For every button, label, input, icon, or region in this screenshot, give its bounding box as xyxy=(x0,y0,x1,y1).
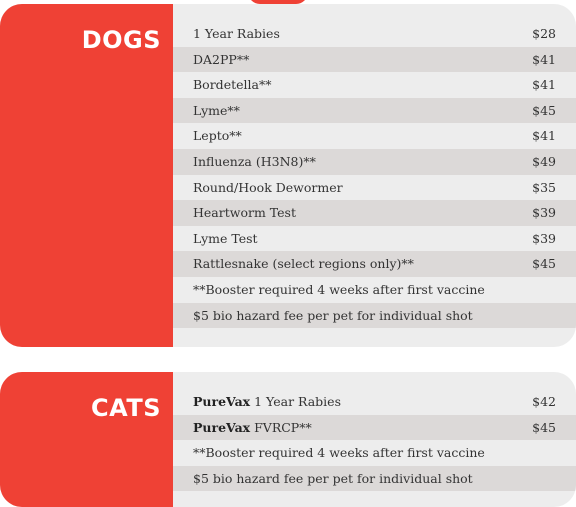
service-name: 1 Year Rabies xyxy=(254,394,341,409)
service-price: $42 xyxy=(532,394,556,409)
biohazard-fee-note: $5 bio hazard fee per pet for individual shot xyxy=(173,466,576,492)
dogs-price-list xyxy=(173,21,576,328)
cats-price-list xyxy=(173,389,576,491)
price-row xyxy=(173,251,576,277)
cats-title: CATS xyxy=(91,394,161,422)
biohazard-fee-note: $5 bio hazard fee per pet for individual shot xyxy=(173,303,576,329)
dogs-title: DOGS xyxy=(81,26,161,54)
price-row xyxy=(173,175,576,201)
service-name: 1 Year Rabies xyxy=(193,26,280,41)
service-price: $41 xyxy=(532,51,556,67)
service-name: Lepto** xyxy=(193,128,242,144)
booster-note: **Booster required 4 weeks after first vaccine xyxy=(193,281,485,297)
service-name: Rattlesnake (select regions only)** xyxy=(193,256,414,272)
price-row xyxy=(173,72,576,98)
price-row xyxy=(173,21,576,47)
service-price: $45 xyxy=(532,256,556,272)
service-price: $28 xyxy=(532,26,556,41)
cats-header-bar xyxy=(0,372,173,507)
service-price: $49 xyxy=(532,153,556,169)
price-row xyxy=(173,389,576,415)
price-row xyxy=(173,226,576,252)
service-name: Bordetella** xyxy=(193,77,272,93)
service-price: $41 xyxy=(532,128,556,144)
service-price: $35 xyxy=(532,179,556,195)
service-name: DA2PP** xyxy=(193,51,250,67)
service-name: FVRCP** xyxy=(254,419,312,435)
dogs-price-panel xyxy=(0,4,576,347)
service-name: Lyme** xyxy=(193,102,240,118)
price-row xyxy=(173,200,576,226)
dogs-header-bar xyxy=(0,4,173,347)
price-row xyxy=(173,415,576,441)
price-row xyxy=(173,123,576,149)
service-name: Heartworm Test xyxy=(193,205,296,221)
service-name: Influenza (H3N8)** xyxy=(193,153,316,169)
price-row xyxy=(173,98,576,124)
service-price: $39 xyxy=(532,205,556,221)
cats-price-panel xyxy=(0,372,576,507)
brand-name: PureVax xyxy=(193,394,251,409)
service-price: $39 xyxy=(532,230,556,246)
service-price: $45 xyxy=(532,419,556,435)
price-row xyxy=(173,47,576,73)
service-name: Round/Hook Dewormer xyxy=(193,179,343,195)
service-price: $41 xyxy=(532,77,556,93)
price-row xyxy=(173,149,576,175)
service-price: $45 xyxy=(532,102,556,118)
booster-note: **Booster required 4 weeks after first vaccine xyxy=(193,445,485,461)
brand-name: PureVax xyxy=(193,419,251,435)
service-name: Lyme Test xyxy=(193,230,258,246)
